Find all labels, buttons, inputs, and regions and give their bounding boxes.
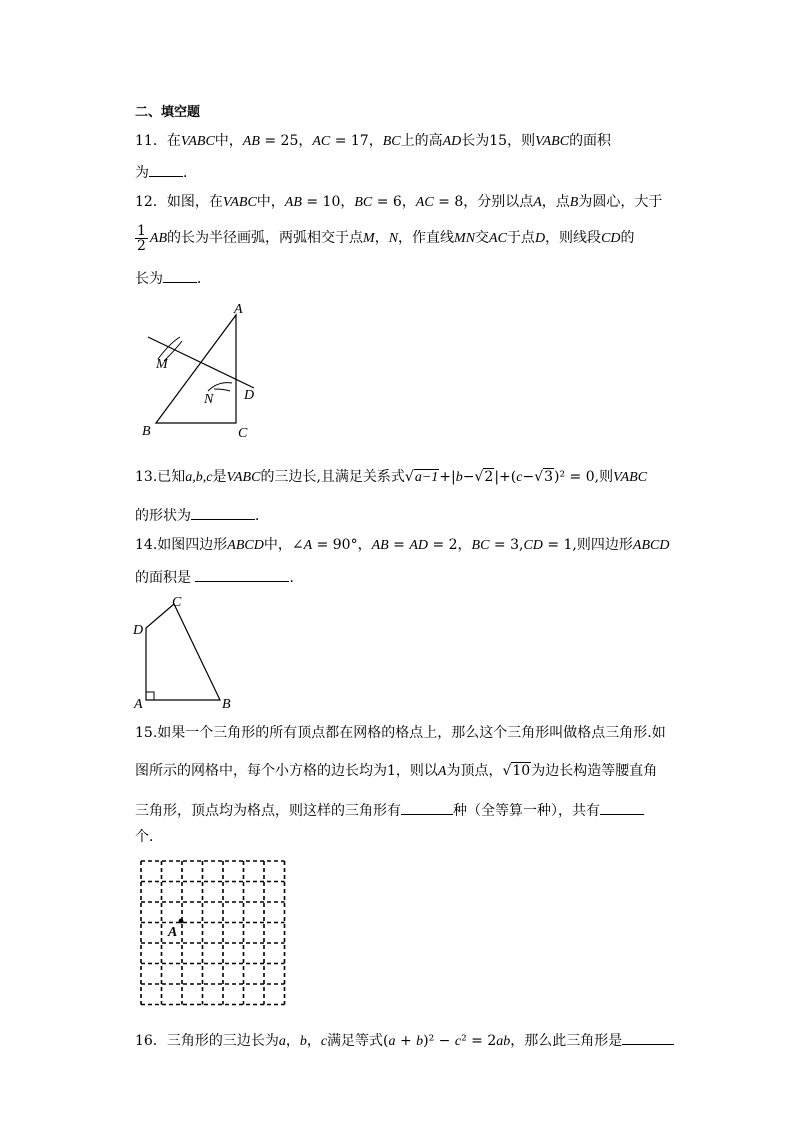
question-11-line1: 11．在VABC中，AB = 25，AC = 17，BC上的高AD长为15，则VABC的面积 (135, 133, 612, 149)
question-15-line1: 15.如果一个三角形的所有顶点都在网格的格点上，那么这个三角形叫做格点三角形.如 (135, 725, 666, 741)
figure-q14-quadrilateral (128, 592, 240, 712)
label-a: A (234, 302, 243, 317)
point-a (179, 919, 184, 924)
label-b: B (142, 424, 151, 439)
label-n: N (204, 392, 214, 407)
label-a: A (134, 697, 143, 712)
question-13-line2: 的形状为 ． (135, 505, 269, 525)
fraction-one-half: $\frac{1}{2}$ (137, 222, 146, 254)
label-a: A (168, 925, 178, 940)
right-angle-mark (146, 692, 154, 700)
question-14-line1: 14.如图四边形ABCD中，∠A = 90°，AB = AD = 2，BC = 3,CD = 1,则四边形ABCD (135, 537, 670, 553)
question-15-line3: 三角形，顶点均为格点，则这样的三角形有 种（全等算一种），共有 (135, 800, 644, 820)
label-d: D (133, 623, 144, 638)
question-15-line2: 图所示的网格中，每个小方格的边长均为1，则以A为顶点，√10为边长构造等腰直角 (135, 763, 658, 779)
arc-n-1 (208, 383, 232, 391)
answer-blank-13[interactable] (191, 505, 255, 520)
label-b: B (222, 697, 231, 712)
answer-blank-12[interactable] (163, 268, 197, 283)
label-c: C (172, 595, 182, 610)
question-12-line3: 长为 ． (135, 268, 211, 288)
question-14-line2: 的面积是 ． (135, 567, 303, 587)
question-16-line1: 16．三角形的三边长为a，b，c满足等式(a + b)² − c² = 2ab，那么此三角形是 (135, 1030, 674, 1051)
label-d: D (244, 388, 255, 403)
answer-blank-15a[interactable] (401, 800, 453, 815)
figure-q15-grid (138, 858, 290, 1010)
question-15-line4: 个． (135, 829, 163, 845)
arc-n-2 (214, 389, 230, 391)
question-11-line2: 为 ． (135, 162, 197, 182)
label-m: M (156, 357, 168, 372)
answer-blank-11[interactable] (149, 162, 183, 177)
question-13-line1: 13.已知a,b,c是VABC的三边长,且满足关系式√a−1+|b−√2|+(c−√3)² = 0,则VABC (135, 469, 648, 485)
question-12-line1: 12．如图，在VABC中，AB = 10，BC = 6，AC = 8，分别以点A，点B为圆心，大于 (135, 194, 663, 210)
section-title: 二、填空题 (135, 105, 201, 120)
label-c: C (238, 426, 248, 441)
question-12-line2: $\frac{1}{2}$ AB的长为半径画弧，两弧相交于点M，N，作直线MN交AC于点D，则线段CD的 (137, 222, 635, 254)
answer-blank-14[interactable] (195, 567, 289, 582)
answer-blank-16[interactable] (622, 1030, 674, 1045)
answer-blank-15b[interactable] (600, 800, 644, 815)
figure-q12-triangle (130, 295, 270, 445)
